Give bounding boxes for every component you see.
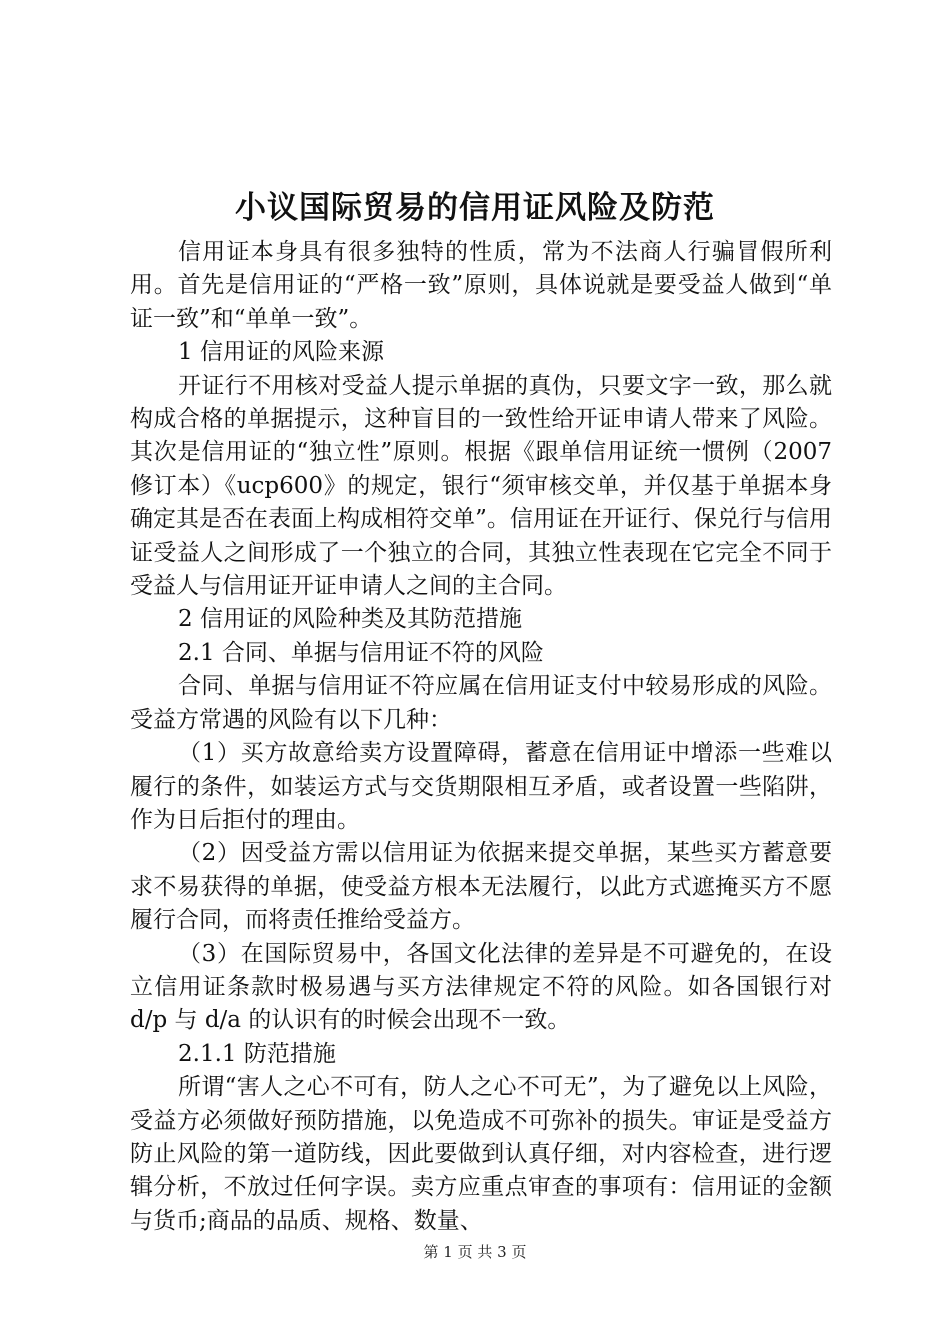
section-heading-2: 2 信用证的风险种类及其防范措施	[178, 606, 522, 633]
paragraph-item-2: （2）因受益方需以信用证为依据来提交单据，某些买方蓄意要求不易获得的单据，使受益方根本无法履行，以此方式遮掩买方不愿履行合同，而将责任推给受益方。	[130, 840, 832, 934]
section-heading-1: 1 信用证的风险来源	[178, 339, 384, 366]
document-title: 小议国际贸易的信用证风险及防范	[235, 190, 715, 226]
page-footer: 第 1 页 共 3 页	[423, 1243, 527, 1261]
section-heading-2-1-1: 2.1.1 防范措施	[178, 1040, 336, 1067]
paragraph-intro: 信用证本身具有很多独特的性质，常为不法商人行骗冒假所利用。首先是信用证的“严格一致”原则，具体说就是要受益人做到“单证一致”和“单单一致”。	[130, 239, 832, 332]
paragraph-prevention: 所谓“害人之心不可有，防人之心不可无”，为了避免以上风险，受益方必须做好预防措施，以免造成不可弥补的损失。审证是受益方防止风险的第一道防线，因此要做到认真仔细，对内容检查，进行逻辑分析，不放过任何字误。卖方应重点审查的事项有：信用证的金额与货币;商品的品质、规格、数量、	[130, 1074, 832, 1234]
section-heading-2-1: 2.1 合同、单据与信用证不符的风险	[178, 639, 544, 666]
paragraph-risk-source: 开证行不用核对受益人提示单据的真伪，只要文字一致，那么就构成合格的单据提示，这种盲目的一致性给开证申请人带来了风险。其次是信用证的“独立性”原则。根据《跟单信用证统一惯例（2007修订本）《ucp600》的规定，银行“须审核交单，并仅基于单据本身确定其是否在表面上构成相符交单”。信用证在开证行、保兑行与信用证受益人之间形成了一个独立的合同，其独立性表现在它完全不同于受益人与信用证开证申请人之间的主合同。	[130, 372, 832, 600]
document-body	[130, 236, 832, 1238]
paragraph-mismatch-risk: 合同、单据与信用证不符应属在信用证支付中较易形成的风险。受益方常遇的风险有以下几种：	[130, 673, 832, 733]
paragraph-item-1: （1）买方故意给卖方设置障碍，蓄意在信用证中增添一些难以履行的条件，如装运方式与交货期限相互矛盾，或者设置一些陷阱，作为日后拒付的理由。	[130, 740, 832, 833]
paragraph-item-3: （3）在国际贸易中，各国文化法律的差异是不可避免的，在设立信用证条款时极易遇与买方法律规定不符的风险。如各国银行对 d/p 与 d/a 的认识有的时候会出现不一致。	[130, 940, 832, 1034]
